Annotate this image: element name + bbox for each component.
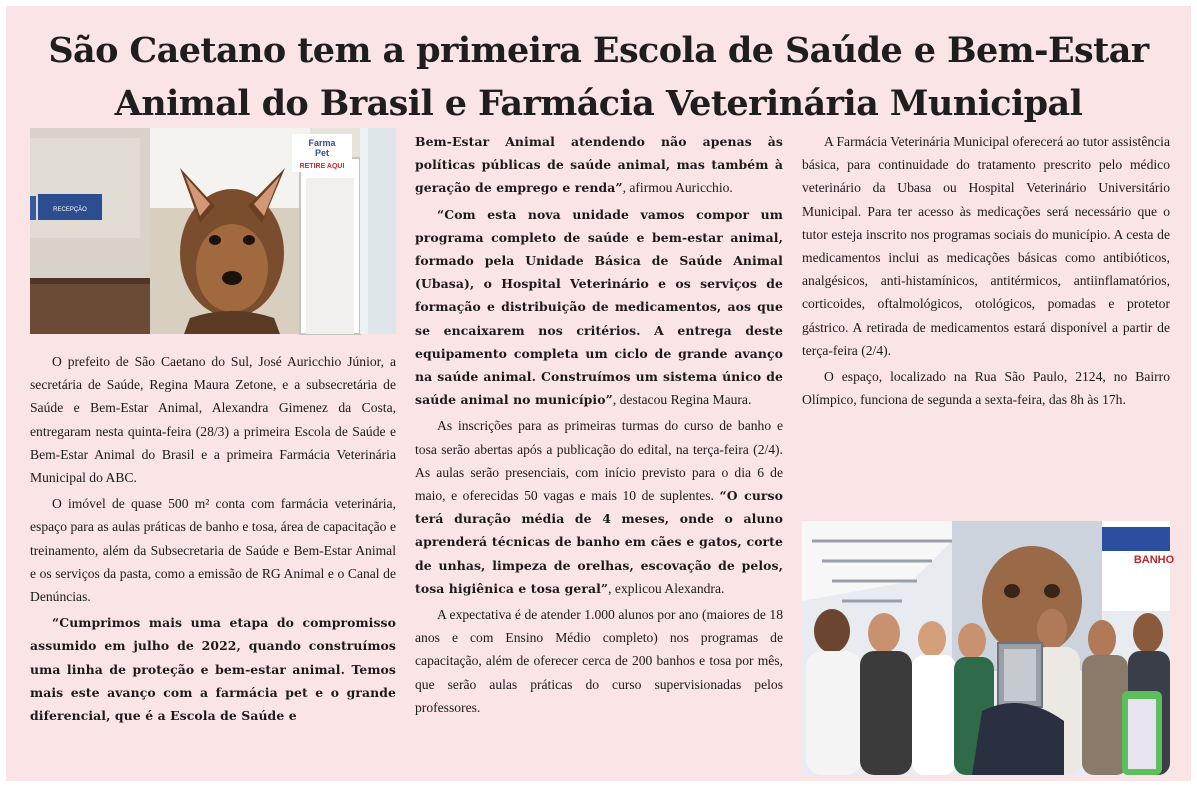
paragraph: A Farmácia Veterinária Municipal oferecerá ao tutor assistência básica, para continuidade do tratamento prescrito pelo médico veterinário da Ubasa ou Hospital Veterinário Universitário Municipal. Para ter acesso às medicações será necessário que o tutor esteja inscrito nos programas sociais do município. A cesta de medicamentos inclui as medicações básicas como antibióticos, analgésicos, anti-histamínicos, antitérmicos, antiinflamatórios, corticoides, oftalmológicos, otológicos, pomadas e protetor gástrico. A retirada de medicamentos estará disponível a partir de terça-feira (2/4). [802,134,1170,358]
retire-aqui-sign-text: RETIRE AQUI [299,163,345,170]
headline-line-1: São Caetano tem a primeira Escola de Saúde e Bem-Estar [48,30,1149,71]
paragraph-text: As inscrições para as primeiras turmas do curso de banho e tosa serão abertas após a publicação do edital, na terça-feira (2/4). As aulas serão presenciais, com início previsto para o dia 6 de maio, e oferecidas 50 vagas e mais 10 de suplentes. [415,418,783,504]
headline [16,24,1181,130]
column-2 [415,130,783,722]
reception-sign-text: RECEPÇÃO [53,207,87,213]
paragraph: A expectativa é de atender 1.000 alunos por ano (maiores de 18 anos e com Ensino Médio completo) nos programas de capacitação, além de oferecer cerca de 200 banhos e tosa por mês, que serão aulas práticas do curso supervisionadas pelos professores. [415,607,783,715]
paragraph: O imóvel de quase 500 m² conta com farmácia veterinária, espaço para as aulas práticas de banho e tosa, área de capacitação e treinamento, além da Subsecretaria de Saúde e Bem-Estar Animal e os serviços da pasta, como a emissão de RG Animal e o Canal de Denúncias. [30,496,396,605]
quote-paragraph [415,203,783,412]
quote-paragraph [30,611,396,727]
attribution: , afirmou Auricchio. [622,180,733,196]
paragraph: O espaço, localizado na Rua São Paulo, 2124, no Bairro Olímpico, funciona de segunda a sexta-feira, das 8h às 17h. [802,369,1170,408]
newspaper-page [6,6,1191,781]
inauguration-photo [802,521,1175,775]
farma-pet-logo-line1: Farma [308,138,336,148]
attribution: , explicou Alexandra. [608,580,725,596]
column-3 [802,130,1170,414]
paragraph: O prefeito de São Caetano do Sul, José Auricchio Júnior, a secretária de Saúde, Regina Maura Zetone, e a subsecretária de Saúde e Bem-Estar Animal, Alexandra Gimenez da Costa, entregaram nesta quinta-feira (28/3) a primeira Escola de Saúde e Bem-Estar Animal do Brasil e a primeira Farmácia Veterinária Municipal do ABC. [30,354,396,486]
quote-text: Bem-Estar Animal atendendo não apenas às políticas públicas de saúde animal, mas também à geração de emprego e renda” [415,134,783,196]
inauguration-photo-illustration [802,521,1175,775]
headline-line-2: Animal do Brasil e Farmácia Veterinária Municipal [114,83,1083,124]
attribution: , destacou Regina Maura. [612,392,752,408]
quote-text: “Com esta nova unidade vamos compor um programa completo de saúde e bem-estar animal, formado pela Unidade Básica de Saúde Animal (Ubasa), o Hospital Veterinário e os serviços de formação e distribuição de medicamentos, aos que se encaixarem nos critérios. A entrega deste equipamento completa um ciclo de grande avanço na saúde animal. Construímos um sistema único de saúde animal no município” [415,206,783,408]
pharmacy-photo [30,128,396,334]
quote-paragraph [415,130,783,200]
pharmacy-photo-illustration [30,128,396,334]
quote-text: “Cumprimos mais uma etapa do compromisso assumido em julho de 2022, quando construímos uma linha de proteção e bem-estar animal. Temos mais este avanço com a farmácia pet e o grande diferencial, que é a Escola de Saúde e [30,615,396,724]
banho-wall-text: BANHO [1133,554,1175,566]
farma-pet-logo-line2: Pet [314,148,330,158]
quote-text: “O curso terá duração média de 4 meses, onde o aluno aprenderá técnicas de banho em cães e gatos, corte de unhas, limpeza de orelhas, escovação de pelos, tosa higiênica e tosa geral” [415,488,783,596]
paragraph [415,414,783,600]
